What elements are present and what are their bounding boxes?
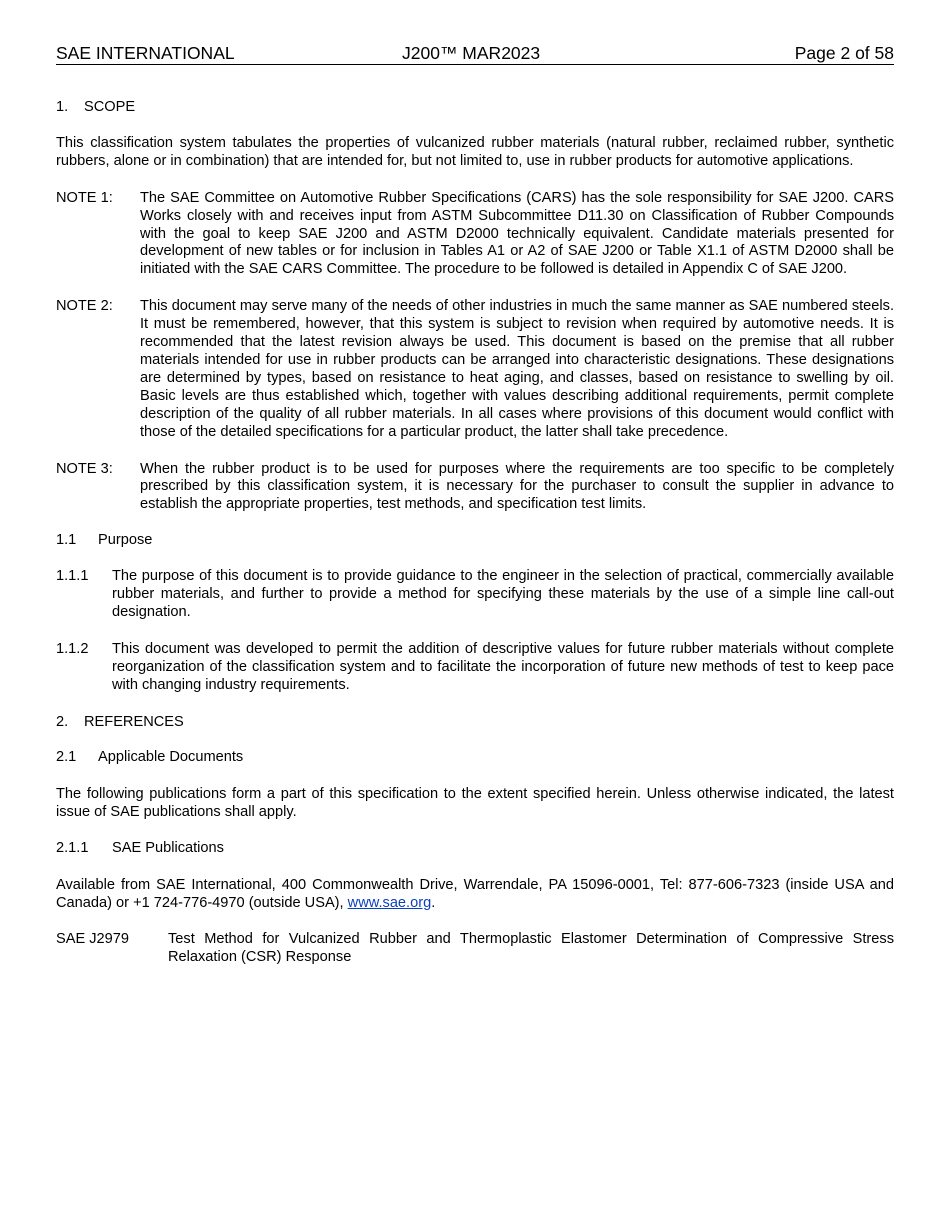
- note-text: When the rubber product is to be used for purposes where the requirements are too specific to be completely prescribed by this classification system, it is necessary for the purchaser to consult the supplier in advance to establish the appropriate properties, test methods, and specification test limits.: [140, 460, 894, 513]
- subsection-number: 1.1.1: [56, 568, 89, 585]
- note-text: The SAE Committee on Automotive Rubber Specifications (CARS) has the sole responsibility for SAE J200. CARS Works closely with and receives input from ASTM Subcommittee D11.30 on Classification of Rubber Compounds with the goal to keep SAE J200 and ASTM D2000 technically equivalent. Candidate materials presented for development of new tables or for inclusion in Tables A1 or A2 of SAE J200 or Table X1.1 of ASTM D2000 shall be initiated with the SAE CARS Committee. The procedure to be followed is detailed in Appendix C of SAE J200.: [140, 189, 894, 278]
- section-number: 2.1: [56, 749, 77, 766]
- subsection-text: The purpose of this document is to provide guidance to the engineer in the selection of practical, commercially available rubber materials, and further to provide a method for specifying these materials by the use of a simple line call-out designation.: [112, 568, 894, 620]
- availability-text-end: .: [431, 895, 436, 911]
- applicable-documents-paragraph: The following publications form a part of this specification to the extent specified herein. Unless otherwise indicated, the latest issue of SAE publications shall apply.: [56, 786, 894, 821]
- section-number: 1.1: [56, 532, 77, 549]
- header-organization: SAE INTERNATIONAL: [56, 43, 235, 63]
- note-label: NOTE 2:: [56, 298, 113, 315]
- section-1-heading: [56, 99, 894, 117]
- section-title: SCOPE: [84, 99, 136, 115]
- note-text: This document may serve many of the needs of other industries in much the same manner as SAE numbered steels. It must be remembered, however, that this system is subject to revision when required by automotive needs. It is recommended that the latest revision always be used. This document is based on the premise that all rubber materials intended for use in rubber products can be arranged into characteristic designations. These designations are determined by types, based on resistance to heat aging, and classes, based on resistance to swelling by oil. Basic levels are thus established which, together with values describing additional requirements, permit complete description of the quality of all rubber materials. In all cases where provisions of this document would conflict with those of the detailed specifications for a particular product, the latter shall take precedence.: [140, 298, 894, 440]
- header-page-number: Page 2 of 58: [794, 43, 894, 63]
- note-1: [56, 190, 894, 280]
- sae-publications-paragraph: [56, 877, 894, 913]
- note-3: [56, 461, 894, 515]
- document-page: [56, 42, 894, 967]
- section-1-1-1: [56, 568, 894, 622]
- section-2-1-heading: [56, 749, 894, 767]
- reference-id: SAE J2979: [56, 930, 130, 947]
- note-label: NOTE 1:: [56, 189, 113, 206]
- section-number: 2.: [56, 713, 69, 730]
- availability-text: Available from SAE International, 400 Commonwealth Drive, Warrendale, PA 15096-0001, Tel: 877-606-7323 (inside USA and Canada) or +1 724-776-4970 (outside USA),: [56, 877, 894, 911]
- section-title: REFERENCES: [84, 713, 184, 730]
- section-number: 2.1.1: [56, 840, 89, 857]
- section-2-1-1-heading: [56, 840, 894, 858]
- section-1-1-heading: [56, 532, 894, 550]
- reference-entry: [56, 931, 894, 967]
- note-2: [56, 298, 894, 441]
- note-label: NOTE 3:: [56, 460, 113, 477]
- scope-paragraph: This classification system tabulates the properties of vulcanized rubber materials (natural rubber, reclaimed rubber, synthetic rubbers, alone or in combination) that are intended for, but not limited to, use in rubber products for automotive applications.: [56, 134, 894, 169]
- section-title: SAE Publications: [112, 840, 224, 857]
- reference-title: Test Method for Vulcanized Rubber and Thermoplastic Elastomer Determination of Compressive Stress Relaxation (CSR) Response: [168, 930, 894, 965]
- section-1-1-2: [56, 641, 894, 695]
- page-header: [56, 42, 894, 65]
- section-number: 1.: [56, 99, 69, 115]
- section-title: Applicable Documents: [98, 749, 244, 766]
- subsection-number: 1.1.2: [56, 640, 89, 657]
- section-title: Purpose: [98, 532, 153, 549]
- header-document-id: J200™ MAR2023: [402, 43, 541, 63]
- section-2-heading: [56, 714, 894, 732]
- sae-website-link[interactable]: www.sae.org: [347, 895, 432, 911]
- subsection-text: This document was developed to permit the addition of descriptive values for future rubber materials without complete reorganization of the classification system and to facilitate the incorporation of future new methods of test to keep pace with changing industry requirements.: [112, 640, 894, 693]
